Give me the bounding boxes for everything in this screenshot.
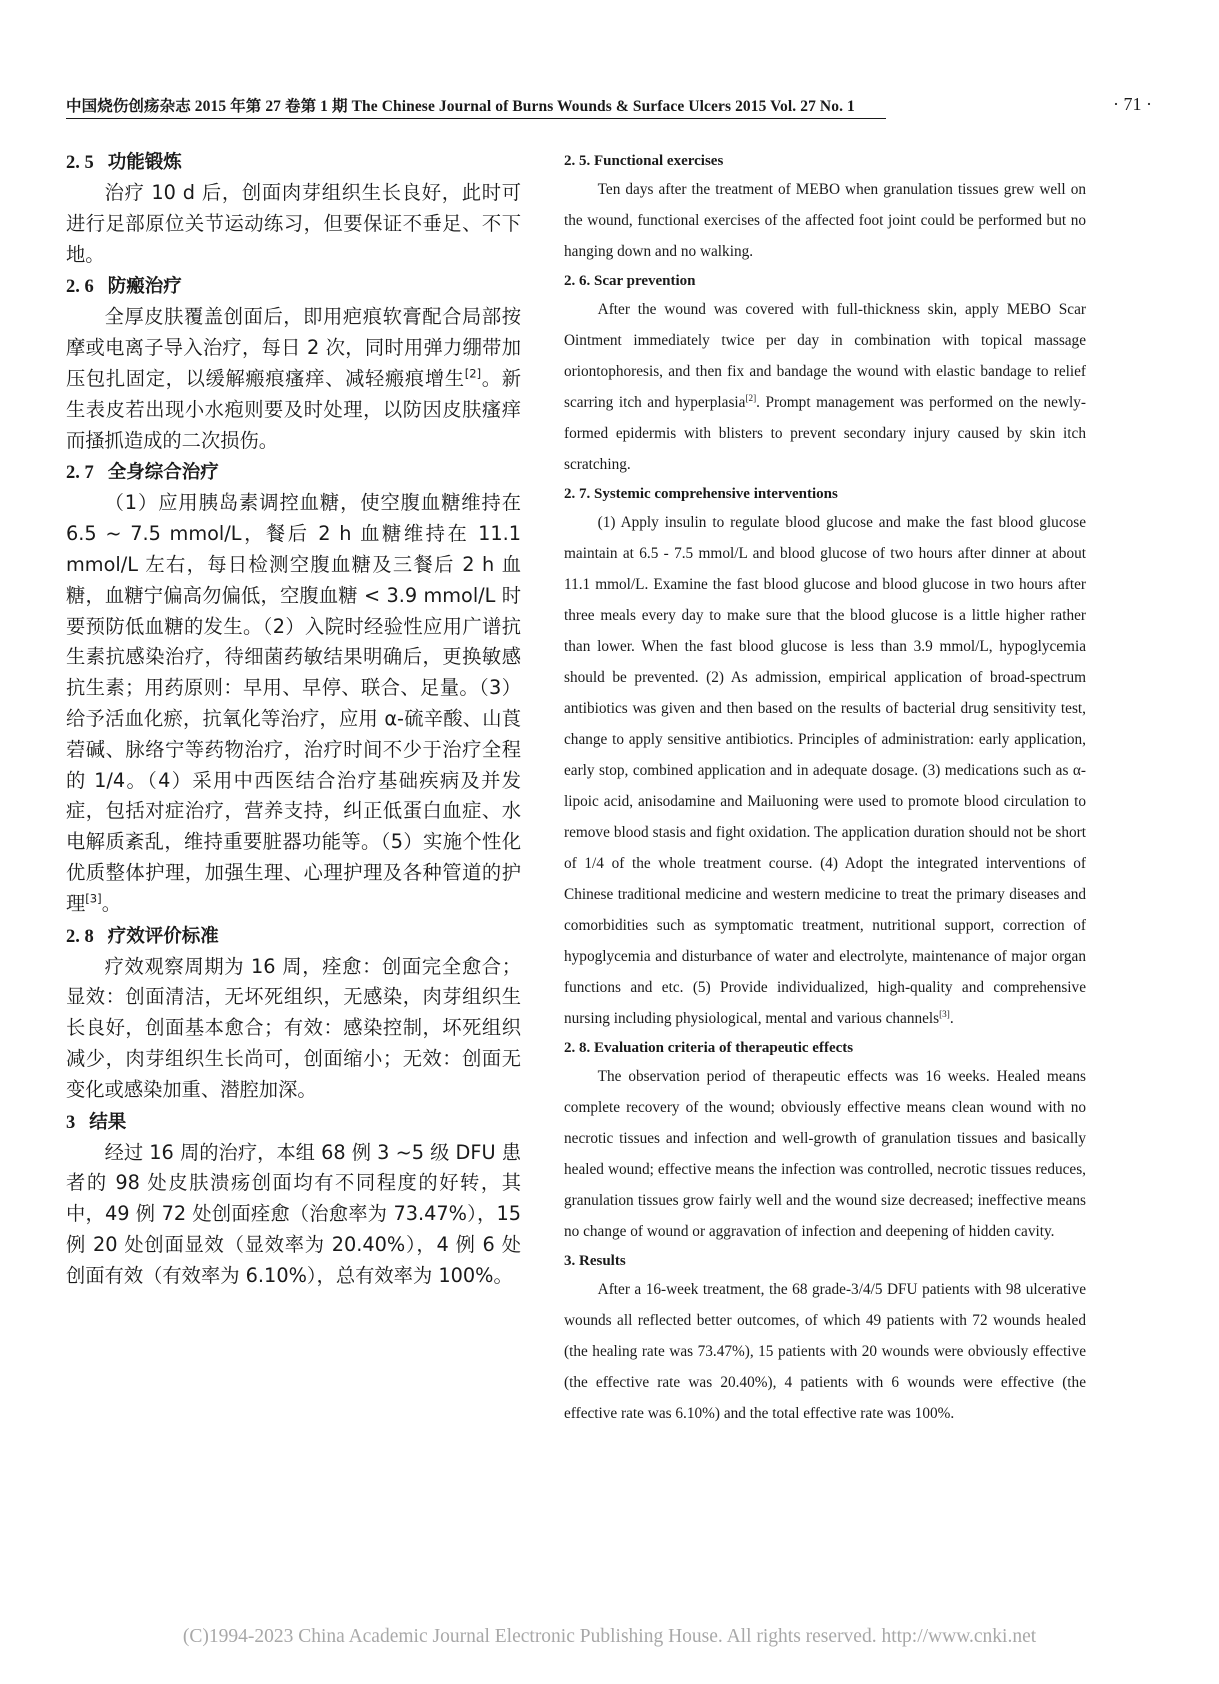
english-column xyxy=(564,148,1086,1430)
paragraph-text: Ten days after the treatment of MEBO when granulation tissues grew well on the wound, functional exercises of the affected foot joint could be performed but no hanging down and no walking. xyxy=(564,181,1086,260)
chinese-column xyxy=(66,148,521,1294)
paragraph xyxy=(66,302,521,456)
paragraph xyxy=(66,1138,521,1292)
section-heading xyxy=(66,1108,521,1138)
paragraph-text: (1) Apply insulin to regulate blood glucose and make the fast blood glucose maintain at 6.5 - 7.5 mmol/L and blood glucose of two hours after dinner at about 11.1 mmol/L. Examine the fast blood glucose and blood glucose in two hours after three meals every day to make sure that the blood glucose is a little higher rather than lower. When the fast blood glucose is less than 3.9 mmol/L, hypoglycemia should be prevented. (2) As admission, empirical application of broad-spectrum antibiotics was given and then based on the results of bacterial drug sensitivity test, change to apply sensitive antibiotics. Principles of administration: early application, early stop, combined application and in adequate dosage. (3) medications such as α-lipoic acid, anisodamine and Mailuoning were used to promote blood circulation to remove blood stasis and fight oxidation. The application duration should not be short of 1/4 of the whole treatment course. (4) Adopt the integrated interventions of Chinese traditional medicine and western medicine to treat the primary diseases and comorbidities such as symptomatic treatment, nutritional support, correction of hypoglycemia and disturbance of water and electrolyte, maintenance of major organ functions and etc. (5) Provide individualized, high-quality and comprehensive nursing including physiological, mental and various channels xyxy=(564,514,1086,1027)
paragraph-text: After the wound was covered with full-thickness skin, apply MEBO Scar Ointment immediately twice per day in combination with topical massage oriontophoresis, and then fix and bandage the wound with elastic bandage to relief scarring itch and hyperplasia xyxy=(564,301,1086,411)
paragraph xyxy=(564,174,1086,267)
paragraph-text: After a 16-week treatment, the 68 grade-3/4/5 DFU patients with 98 ulcerative wounds all reflected better outcomes, of which 49 patients with 72 wounds healed (the healing rate was 73.47%), 15 patients with 20 wounds were obviously effective (the effective rate was 20.40%), 4 patients with 6 wounds were effective (the effective rate was 6.10%) and the total effective rate was 100%. xyxy=(564,1281,1086,1422)
paragraph-text: 疗效观察周期为 16 周，痊愈：创面完全愈合；显效：创面清洁，无坏死组织，无感染，肉芽组织生长良好，创面基本愈合；有效：感染控制，坏死组织减少，肉芽组织生长尚可，创面缩小；无效：创面无变化或感染加重、潜腔加深。 xyxy=(66,954,521,1101)
section-number: 2. 5 xyxy=(66,153,94,173)
paragraph-text-cont: 。新生表皮若出现小水疱则要及时处理，以防因皮肤瘙痒而搔抓造成的二次损伤。 xyxy=(66,366,522,452)
section-heading: 2. 6. Scar prevention xyxy=(564,273,696,289)
paragraph xyxy=(66,952,521,1106)
page-number: · 71 · xyxy=(1113,94,1152,114)
paragraph-text: （1）应用胰岛素调控血糖，使空腹血糖维持在 6.5 ~ 7.5 mmol/L，餐后 2 h 血糖维持在 11.1 mmol/L 左右，每日检测空腹血糖及三餐后 2 h 血糖，血糖宁偏高勿偏低，空腹血糖 < 3.9 mmol/L 时要预防低血糖的发生。（2）入院时经验性应用广谱抗生素抗感染治疗，待细菌药敏结果明确后，更换敏感抗生素；用药原则：早用、早停、联合、足量。（3）给予活血化瘀，抗氧化等治疗，应用 α-硫辛酸、山莨菪碱、脉络宁等药物治疗，治疗时间不少于治疗全程的 1/4。（4）采用中西医结合治疗基础疾病及并发症，包括对症治疗，营养支持，纠正低蛋白血症、水电解质紊乱，维持重要脏器功能等。（5）实施个性化优质整体护理，加强生理、心理护理及各种管道的护理 xyxy=(66,491,521,915)
running-header xyxy=(66,88,1152,118)
citation-ref: [3] xyxy=(939,1008,950,1019)
section-number: 2. 7 xyxy=(66,463,94,484)
section-title: 结果 xyxy=(89,1111,127,1133)
section-heading: 3. Results xyxy=(564,1253,626,1269)
paragraph xyxy=(564,1274,1086,1429)
paragraph-text-cont: . xyxy=(949,1010,954,1027)
section-title: 功能锻炼 xyxy=(107,152,182,173)
citation-ref: [2] xyxy=(464,366,482,381)
paragraph-text: 治疗 10 d 后，创面肉芽组织生长良好，此时可进行足部原位关节运动练习，但要保证不垂足、不下地。 xyxy=(66,181,521,266)
paragraph xyxy=(564,294,1086,480)
copyright-footer: (C)1994-2023 China Academic Journal Electronic Publishing House. All rights reserved. http://www.cnki.net xyxy=(182,1626,1037,1647)
paragraph-text: The observation period of therapeutic effects was 16 weeks. Healed means complete recovery of the wound; obviously effective means clean wound with no necrotic tissues and infection and well-growth of granulation tissues and basically healed wound; effective means the infection was controlled, necrotic tissues reduces, granulation tissues grow fairly well and the wound size decreased; ineffective means no change of wound or aggravation of infection and deepening of hidden cavity. xyxy=(564,1068,1086,1240)
section-heading xyxy=(66,922,521,952)
paragraph-text: 全厚皮肤覆盖创面后，即用疤痕软膏配合局部按摩或电离子导入治疗，每日 2 次，同时用弹力绷带加压包扎固定，以缓解瘢痕瘙痒、减轻瘢痕增生 xyxy=(66,305,521,390)
paragraph xyxy=(564,507,1086,1034)
section-heading xyxy=(66,272,521,302)
paragraph xyxy=(66,488,521,919)
section-heading: 2. 7. Systemic comprehensive interventions xyxy=(564,486,838,502)
section-heading: 2. 8. Evaluation criteria of therapeutic effects xyxy=(564,1040,854,1056)
paragraph xyxy=(66,178,521,270)
section-number: 3 xyxy=(66,1112,76,1133)
paragraph-text-cont: . Prompt management was performed on the newly-formed epidermis with blisters to prevent secondary injury caused by skin itch scratching. xyxy=(564,394,1086,473)
paragraph-text-cont: 。 xyxy=(101,891,121,915)
section-number: 2. 8 xyxy=(66,926,94,947)
section-title: 全身综合治疗 xyxy=(107,462,219,484)
section-number: 2. 6 xyxy=(66,277,94,298)
section-heading xyxy=(66,148,521,178)
citation-ref: [2] xyxy=(745,392,757,403)
citation-ref: [3] xyxy=(85,891,102,906)
section-title: 防瘢治疗 xyxy=(107,276,182,298)
paragraph-text: 经过 16 周的治疗，本组 68 例 3 ~5 级 DFU 患者的 98 处皮肤溃疡创面均有不同程度的好转，其中，49 例 72 处创面痊愈（治愈率为 73.47%），15 例 20 处创面显效（显效率为 20.40%），4 例 6 处创面有效（有效率为 6.10%），总有效率为 100%。 xyxy=(66,1140,521,1287)
journal-citation: 中国烧伤创疡杂志 2015 年第 27 卷第 1 期 The Chinese Journal of Burns Wounds & Surface Ulcers 2015 Vol. 27 No. 1 xyxy=(66,94,886,119)
section-heading xyxy=(66,458,521,488)
section-heading: 2. 5. Functional exercises xyxy=(564,153,724,169)
section-title: 疗效评价标准 xyxy=(107,925,219,947)
paragraph xyxy=(564,1061,1086,1247)
